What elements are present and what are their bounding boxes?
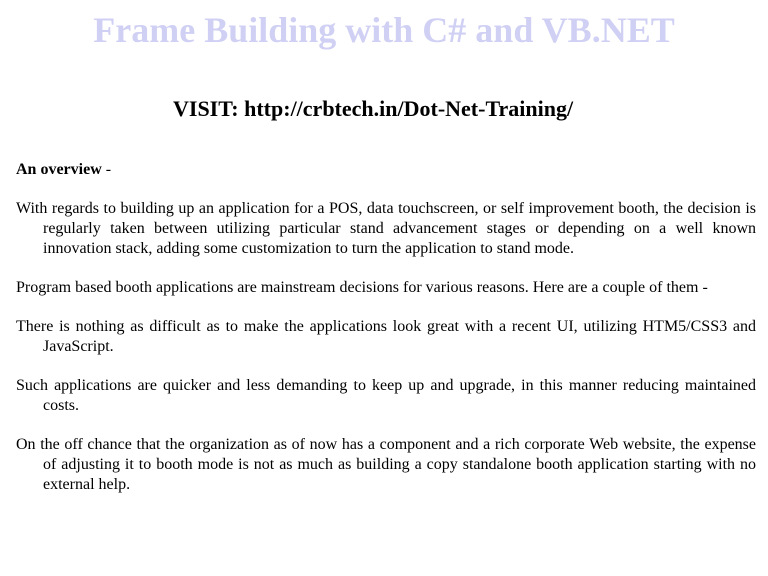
paragraph-costs: Such applications are quicker and less demanding to keep up and upgrade, in this manner reducing maintained costs.: [16, 377, 756, 414]
slide-title: Frame Building with C# and VB.NET: [93, 10, 675, 50]
paragraph-reasons: Program based booth applications are mainstream decisions for various reasons. Here are a couple of them -: [16, 279, 708, 296]
paragraph-ui: There is nothing as difficult as to make the applications look great with a recent UI, utilizing HTM5/CSS3 and JavaScript.: [16, 318, 756, 355]
slide-body: [16, 160, 756, 514]
overview-suffix: -: [101, 161, 112, 178]
visit-link-text: VISIT: http://crbtech.in/Dot-Net-Training/: [173, 96, 574, 121]
paragraph-intro: With regards to building up an application for a POS, data touchscreen, or self improvement booth, the decision is regularly taken between utilizing particular stand advancement stages or depending on a well known innovation stack, adding some customization to turn the application to stand mode.: [16, 200, 756, 257]
overview-heading: [16, 160, 756, 180]
paragraph-website: On the off chance that the organization as of now has a component and a rich corporate Web website, the expense of adjusting it to booth mode is not as much as building a copy standalone booth application starting with no external help.: [16, 436, 756, 493]
overview-label: An overview: [16, 161, 102, 178]
